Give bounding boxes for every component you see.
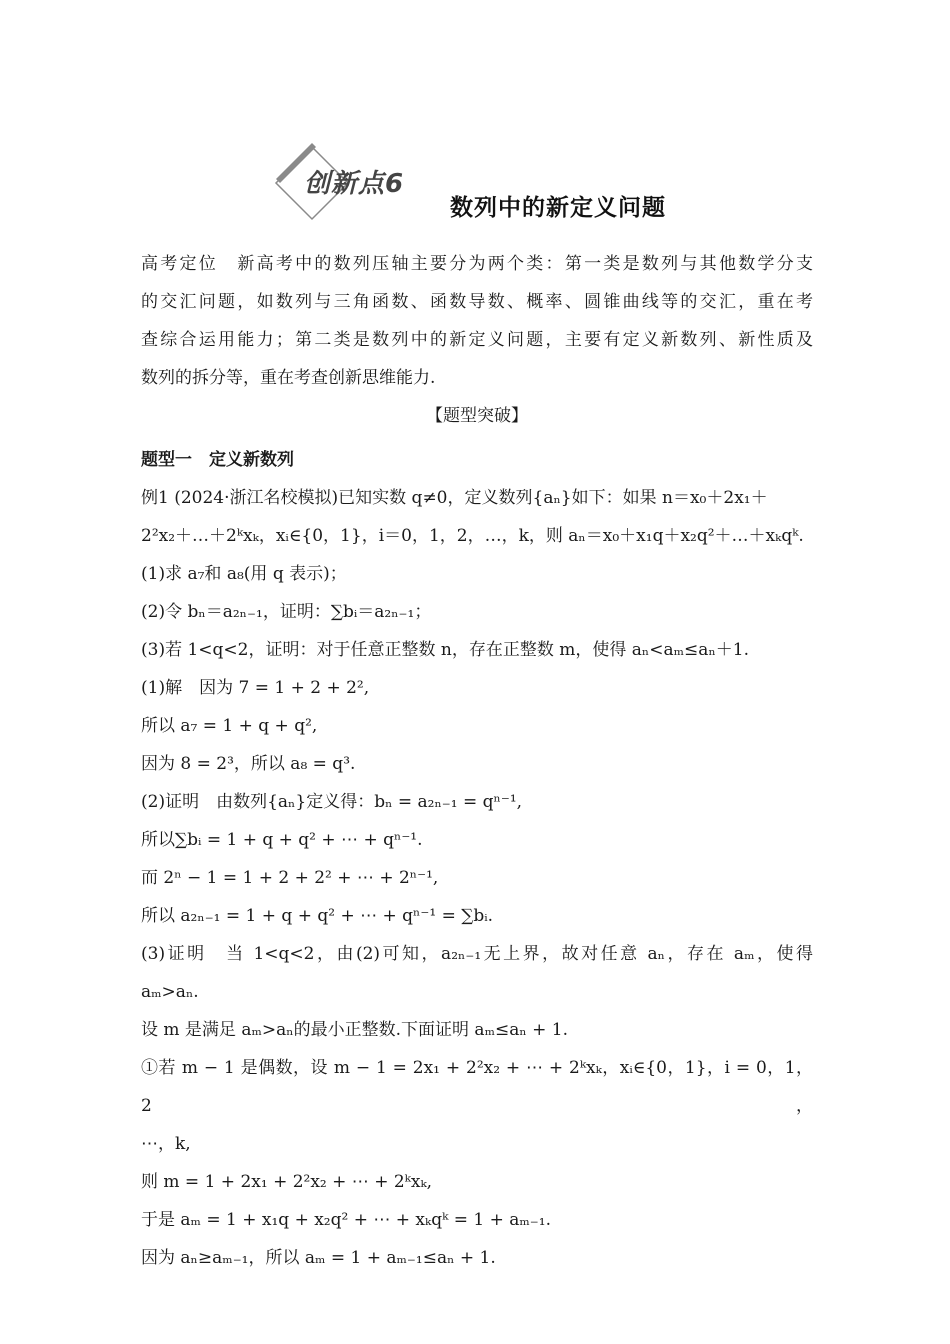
page-content — [141, 245, 813, 1277]
section-heading: 【题型突破】 — [426, 406, 528, 426]
solution-line: ①若 m − 1 是偶数，设 m − 1 = 2x₁ + 2²x₂ + ⋯ + 2ᵏxₖ，xᵢ∈{0，1}，i = 0，1，2， — [141, 1058, 813, 1116]
intro-line: 的交汇问题，如数列与三角函数、函数导数、概率、圆锥曲线等的交汇，重在考 — [141, 292, 813, 312]
example-line: 2²x₂＋…＋2ᵏxₖ，xᵢ∈{0，1}，i＝0，1，2，…，k，则 aₙ＝x₀＋x₁q＋x₂q²＋…＋xₖqᵏ. — [141, 526, 804, 546]
solution-line: 所以 a₂ₙ₋₁ = 1 + q + q² + ⋯ + qⁿ⁻¹ = ∑bᵢ. — [141, 906, 494, 926]
solution-line: 所以∑bᵢ = 1 + q + q² + ⋯ + qⁿ⁻¹. — [141, 830, 423, 850]
solution-line: 设 m 是满足 aₘ>aₙ的最小正整数.下面证明 aₘ≤aₙ + 1. — [141, 1020, 568, 1040]
solution-line: (3)证明 当 1<q<2，由(2)可知，a₂ₙ₋₁无上界，故对任意 aₙ，存在 aₘ，使得 — [141, 944, 813, 964]
solution-line: 于是 aₘ = 1 + x₁q + x₂q² + ⋯ + xₖqᵏ = 1 + aₘ₋₁. — [141, 1210, 551, 1230]
solution-line: 而 2ⁿ − 1 = 1 + 2 + 2² + ⋯ + 2ⁿ⁻¹, — [141, 868, 439, 888]
question-3: (3)若 1<q<2，证明：对于任意正整数 n，存在正整数 m，使得 aₙ<aₘ≤aₙ＋1. — [141, 640, 750, 660]
solution-line: 因为 8 = 2³，所以 a₈ = q³. — [141, 754, 356, 774]
solution-line: 所以 a₇ = 1 + q + q², — [141, 716, 318, 736]
intro-line: 数列的拆分等，重在考查创新思维能力. — [141, 368, 436, 388]
question-2: (2)令 bₙ＝a₂ₙ₋₁，证明：∑bᵢ＝a₂ₙ₋₁； — [141, 602, 432, 622]
intro-line: 查综合运用能力；第二类是数列中的新定义问题，主要有定义新数列、新性质及 — [141, 330, 813, 350]
example-line: 例1 (2024·浙江名校模拟)已知实数 q≠0，定义数列{aₙ}如下：如果 n＝x₀＋2x₁＋ — [141, 488, 768, 508]
solution-line: (2)证明 由数列{aₙ}定义得：bₙ = a₂ₙ₋₁ = qⁿ⁻¹, — [141, 792, 523, 812]
solution-line: 则 m = 1 + 2x₁ + 2²x₂ + ⋯ + 2ᵏxₖ, — [141, 1172, 433, 1192]
type-heading: 题型一 定义新数列 — [141, 450, 294, 470]
intro-line: 高考定位 新高考中的数列压轴主要分为两个类：第一类是数列与其他数学分支 — [141, 254, 813, 274]
solution-line: ⋯，k, — [141, 1134, 191, 1154]
solution-line: aₘ>aₙ. — [141, 982, 199, 1002]
question-1: (1)求 a₇和 a₈(用 q 表示)； — [141, 564, 347, 584]
chapter-title: 数列中的新定义问题 — [450, 195, 666, 221]
solution-line: (1)解 因为 7 = 1 + 2 + 2², — [141, 678, 370, 698]
chapter-badge: 创新点6 — [304, 169, 405, 199]
solution-line: 因为 aₙ≥aₘ₋₁，所以 aₘ = 1 + aₘ₋₁≤aₙ + 1. — [141, 1248, 496, 1268]
chapter-banner — [272, 143, 692, 233]
